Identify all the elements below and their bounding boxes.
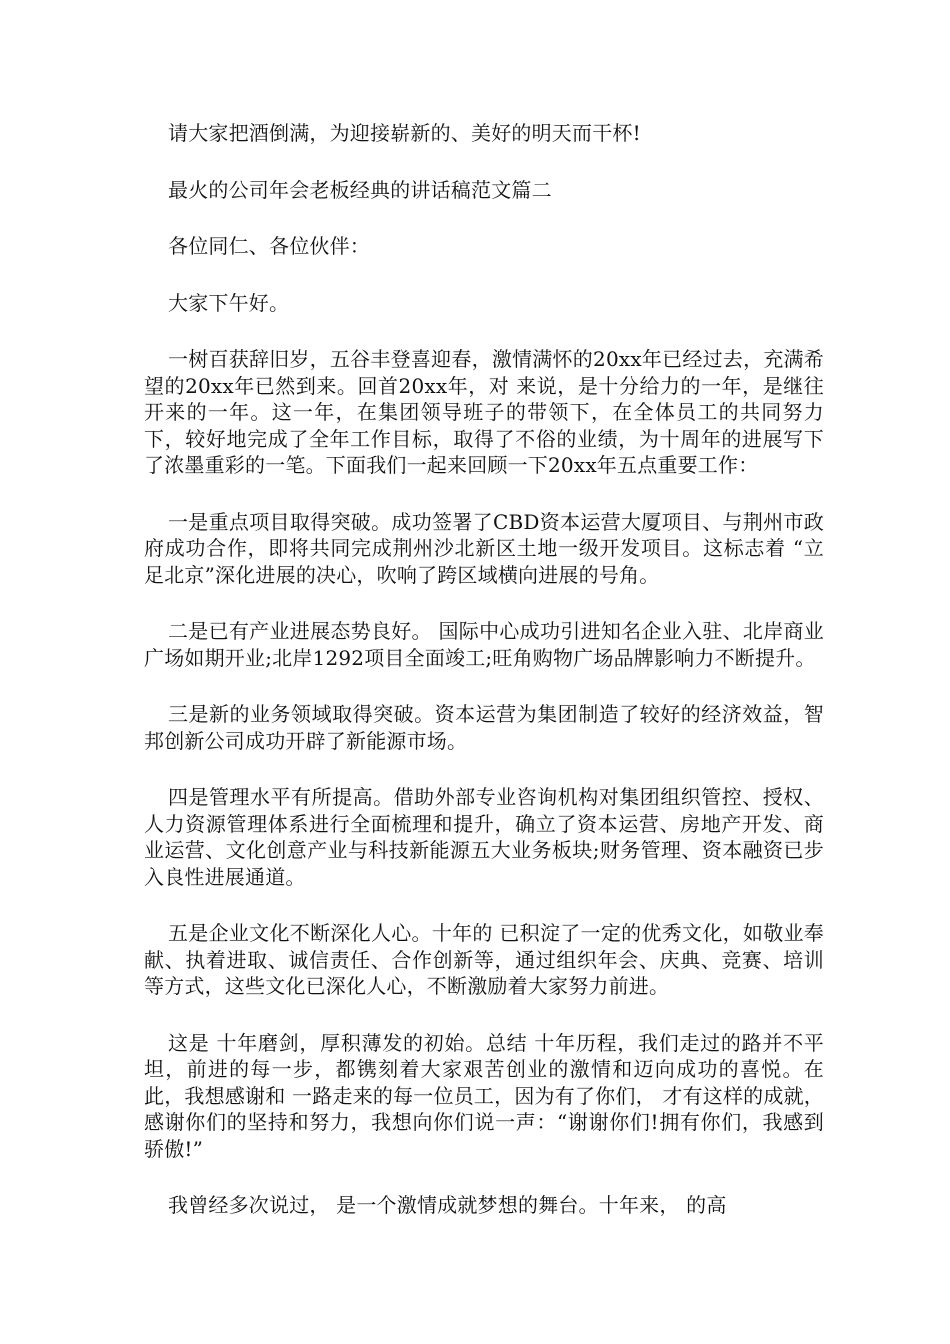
salutation: 各位同仁、各位伙伴： <box>168 234 370 258</box>
paragraph-point-three: 三是新的业务领域取得突破。资本运营为集团制造了较好的经济效益，智邦创新公司成功开辟了新能源市场。 <box>144 702 824 753</box>
paragraph-point-one: 一是重点项目取得突破。成功签署了CBD资本运营大厦项目、与荆州市政府成功合作，即将共同完成荆州沙北新区土地一级开发项目。这标志着 “立足北京”深化进展的决心，吹响了跨区域横向进展的号角。 <box>144 509 824 587</box>
greeting: 大家下午好。 <box>168 290 290 315</box>
paragraph-toast: 请大家把酒倒满，为迎接崭新的、美好的明天而干杯! <box>168 121 641 145</box>
paragraph-closing-partial: 我曾经多次说过， 是一个激情成就梦想的舞台。十年来， 的高 <box>168 1193 727 1217</box>
paragraph-point-two: 二是已有产业进展态势良好。 国际中心成功引进知名企业入驻、北岸商业广场如期开业;北岸1292项目全面竣工;旺角购物广场品牌影响力不断提升。 <box>144 619 824 670</box>
paragraph-year-review: 一树百获辞旧岁，五谷丰登喜迎春，激情满怀的20xx年已经过去，充满希望的20xx年已然到来。回首20xx年，对 来说，是十分给力的一年，是继往开来的一年。这一年，在集团领导班子的带领下，在全体员工的共同努力下，较好地完成了全年工作目标，取得了不俗的业绩，为十周年的进展写下了浓墨重彩的一笔。下面我们一起来回顾一下20xx年五点重要工作： <box>144 347 824 477</box>
paragraph-thanks: 这是 十年磨剑，厚积薄发的初始。总结 十年历程，我们走过的路并不平坦，前进的每一步，都镌刻着大家艰苦创业的激情和迈向成功的喜悦。在此，我想感谢和 一路走来的每一位员工，因为有了你们， 才有这样的成就，感谢你们的坚持和努力，我想向你们说一声：“谢谢你们!拥有你们，我感到骄傲!” <box>144 1030 824 1161</box>
paragraph-point-four: 四是管理水平有所提高。借助外部专业咨询机构对集团组织管控、授权、人力资源管理体系进行全面梳理和提升，确立了资本运营、房地产开发、商业运营、文化创意产业与科技新能源五大业务板块;财务管理、资本融资已步入良性进展通道。 <box>144 785 824 889</box>
document-body <box>144 120 824 1249</box>
paragraph-point-five: 五是企业文化不断深化人心。十年的 已积淀了一定的优秀文化，如敬业奉献、执着进取、诚信责任、合作创新等，通过组织年会、庆典、竞赛、培训等方式，这些文化已深化人心，不断激励着大家努力前进。 <box>144 921 824 998</box>
section-heading: 最火的公司年会老板经典的讲话稿范文篇二 <box>168 177 552 202</box>
